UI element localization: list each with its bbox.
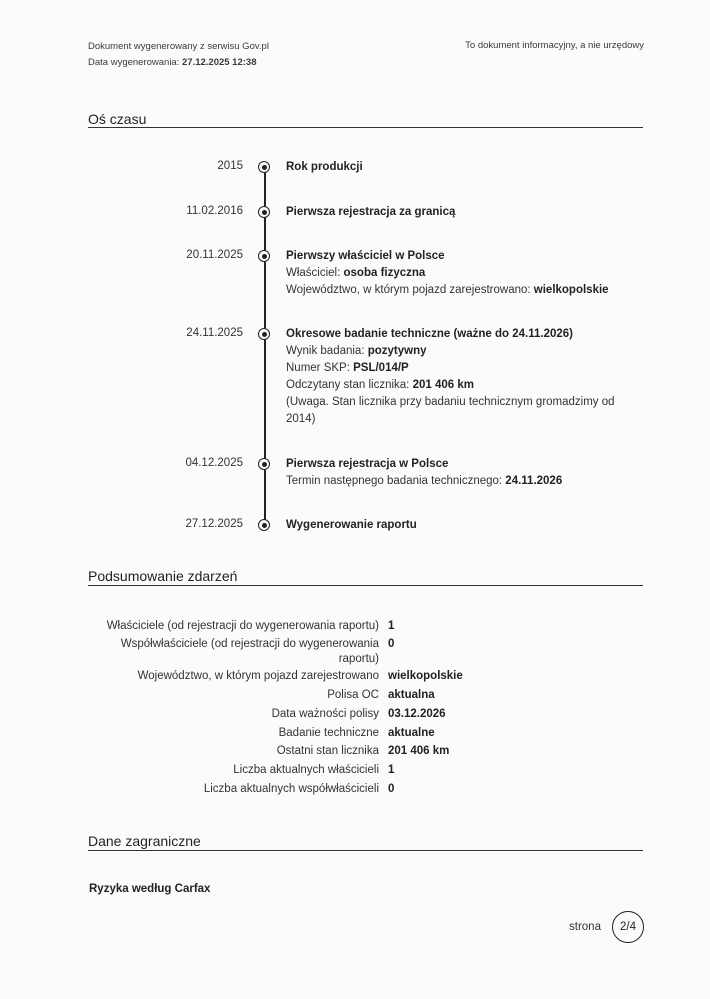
summary-label: Polisa OC [327, 689, 379, 701]
odometer-label: Odczytany stan licznika: [286, 379, 413, 391]
summary-value: 1 [388, 764, 395, 776]
timeline-event [286, 326, 626, 428]
skp-line [286, 360, 626, 377]
page-number-badge: 2/4 [612, 911, 644, 943]
timeline-event-title: Rok produkcji [286, 161, 363, 173]
generated-date-label: Data wygenerowania: [88, 57, 182, 68]
timeline-event [286, 204, 626, 221]
timeline-marker-icon [258, 328, 270, 340]
summary-value: 03.12.2026 [388, 708, 446, 720]
test-result-value: pozytywny [367, 345, 427, 357]
summary-label: Właściciele (od rejestracji do wygenerowania raportu) [106, 620, 379, 632]
timeline-event-title: Pierwsza rejestracja w Polsce [286, 458, 449, 470]
summary-value: aktualna [388, 689, 435, 701]
timeline-marker-icon [258, 206, 270, 218]
test-result-label: Wynik badania: [286, 345, 368, 357]
skp-value: PSL/014/P [353, 362, 409, 374]
timeline-title: Oś czasu [88, 111, 147, 127]
next-test-line [286, 473, 626, 490]
timeline-event [286, 517, 626, 534]
summary-label: Ostatni stan licznika [276, 745, 379, 757]
timeline-divider [88, 127, 643, 128]
odometer-line [286, 377, 626, 394]
foreign-title: Dane zagraniczne [88, 833, 201, 849]
timeline-line [264, 167, 266, 525]
summary-value: 0 [388, 638, 395, 650]
summary-label: Data ważności polisy [271, 708, 379, 720]
summary-value: 1 [388, 620, 395, 632]
timeline-date: 27.12.2025 [185, 518, 243, 530]
summary-divider [88, 585, 643, 586]
timeline-marker-icon [258, 161, 270, 173]
summary-label: Województwo, w którym pojazd zarejestrowano [137, 670, 379, 682]
voivodeship-label: Województwo, w którym pojazd zarejestrowano: [286, 284, 534, 296]
page-label: strona [569, 921, 601, 933]
summary-label: Liczba aktualnych współwłaścicieli [203, 783, 379, 795]
timeline-date: 20.11.2025 [186, 249, 243, 261]
odometer-value: 201 406 km [412, 379, 474, 391]
next-test-value: 24.11.2026 [505, 475, 563, 487]
timeline-event [286, 248, 626, 299]
voivodeship-value: wielkopolskie [533, 284, 609, 296]
skp-label: Numer SKP: [286, 362, 354, 374]
timeline-date: 24.11.2025 [186, 327, 243, 339]
timeline-event [286, 159, 626, 176]
generated-date-line [88, 57, 256, 68]
summary-title: Podsumowanie zdarzeń [88, 568, 238, 584]
timeline-date: 2015 [217, 160, 243, 172]
timeline-marker-icon [258, 250, 270, 262]
timeline-event-title: Pierwsza rejestracja za granicą [286, 206, 456, 218]
timeline-event-title: Pierwszy właściciel w Polsce [286, 250, 445, 262]
odometer-note: (Uwaga. Stan licznika przy badaniu technicznym gromadzimy od 2014) [286, 396, 615, 425]
test-result-line [286, 343, 626, 360]
generated-date-value: 27.12.2025 12:38 [182, 57, 257, 68]
summary-value: 0 [388, 783, 395, 795]
timeline-event-title: Wygenerowanie raportu [286, 519, 417, 531]
timeline-marker-icon [258, 458, 270, 470]
summary-label: Liczba aktualnych właścicieli [233, 764, 379, 776]
timeline-event-title: Okresowe badanie techniczne (ważne do 24.11.2026) [286, 328, 573, 340]
generated-by-text: Dokument wygenerowany z serwisu Gov.pl [88, 41, 269, 52]
next-test-label: Termin następnego badania technicznego: [286, 475, 506, 487]
timeline-event [286, 456, 626, 490]
owner-line [286, 265, 626, 282]
timeline-marker-icon [258, 519, 270, 531]
summary-label: Współwłaściciele (od rejestracji do wygenerowania raportu) [120, 638, 379, 665]
voivodeship-line [286, 282, 626, 299]
summary-value: 201 406 km [388, 745, 450, 757]
foreign-divider [88, 850, 643, 851]
summary-value: aktualne [388, 727, 435, 739]
summary-value: wielkopolskie [388, 670, 463, 682]
disclaimer-text: To dokument informacyjny, a nie urzędowy [465, 40, 644, 51]
owner-label: Właściciel: [286, 267, 344, 279]
carfax-title: Ryzyka według Carfax [89, 883, 211, 895]
timeline-date: 11.02.2016 [186, 205, 243, 217]
summary-label: Badanie techniczne [278, 727, 379, 739]
timeline-date: 04.12.2025 [185, 457, 243, 469]
owner-value: osoba fizyczna [343, 267, 426, 279]
